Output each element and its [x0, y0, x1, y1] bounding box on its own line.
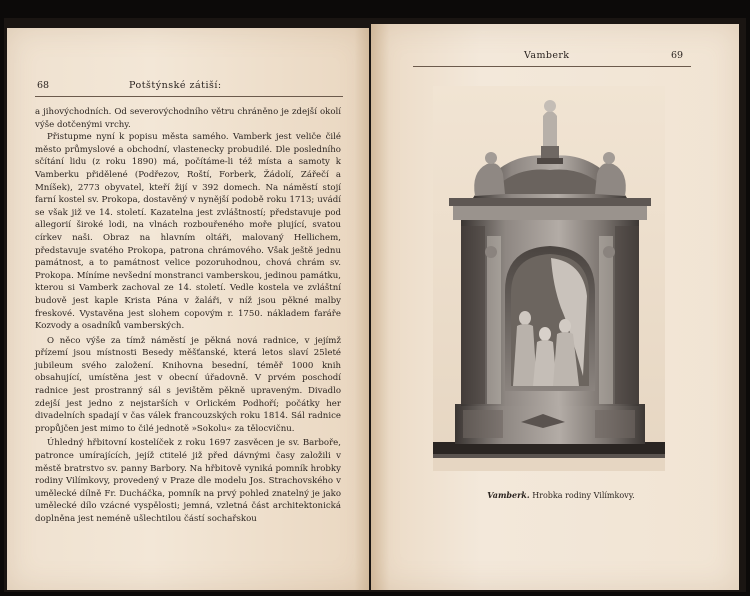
- open-book: [4, 18, 746, 592]
- paragraph-4: Úhledný hřbitovní kostelíček z roku 1697 zasvěcen je sv. Barboře, patronce umírajících, jejíž ctitelé již před dávnými časy založili v městě bratrstvo sv. panny Barbory. Na hřbitově vyniká pomník hrobky rodiny Vilímkovy, provedený v Praze dle modelu Jos. Strachovského v umělecké dílně Fr. Ducháčka, pomník na prvý pohled znatelný je jako umělecké dílo vzácné vyspělosti; jemná, vzletná část architektonická doplněna jest neméně ušlechtilou částí sochařskou: [35, 438, 341, 524]
- right-header-rule: [413, 66, 691, 67]
- caption-place: Vamberk.: [487, 490, 530, 500]
- right-page: [371, 24, 739, 590]
- left-body-text: [35, 106, 341, 526]
- tomb-monument-photo: [433, 86, 665, 471]
- right-running-head: Vamberk: [524, 50, 570, 61]
- photo-caption: [451, 490, 671, 500]
- left-page: [7, 28, 369, 590]
- right-page-number: 69: [671, 50, 684, 61]
- paragraph-3: O něco výše za tímž náměstí je pěkná nová radnice, v jejímž přízemí jsou místnosti Besedy měšťanské, která letos slaví 25leté jubileum svého založení. Knihovna besední, téměř 1000 knih obsahující, umístěna jest v obecní úřadovně. V prvém poschodí radnice jest prostranný sál s jevištěm pěkně upraveným. Divadlo zdejší jest jedno z nejstarších v Orlickém Podhoří; počátky her divadelních spadají v čas válek francouzských roku 1814. Sál radnice propůjčen jest mimo to čilé jednotě »Sokolu« za tělocvičnu.: [35, 335, 341, 434]
- left-page-number: 68: [37, 80, 50, 91]
- left-running-head: Potštýnské zátiší:: [129, 80, 222, 91]
- caption-text: Hrobka rodiny Vilímkovy.: [532, 491, 635, 500]
- paragraph-2: Přistupme nyní k popisu města samého. Vamberk jest veliče čilé město průmyslové a obchodní, vlastenecky probudilé. Dle posledního sčítání lidu (z roku 1890) má, počítáme-li též místa a samoty k Vamberku přidělené (Podřezov, Roští, Forberk, Žádolí, Zářečí a Mníšek), 2773 obyvatel, kteří žijí v 392 domech. Na náměstí stojí farní kostel sv. Prokopa, dostavěný v nynější podobě roku 1713; uvádí se však již ve 14. století. Kazatelna jest zvláštností; představuje pod allegorií široké lodi, na vlnách rozbouřeného moře plující, svatou církev naši. Obraz na hlavním oltáři, malovaný Hellichem, představuje svatého Prokopa, patrona chrámového. Však ještě jednu památnost, a to památnost velice pozoruhodnou, chová chrám sv. Prokopa. Míníme nevšední monstranci vamberskou, jedinou památku, kterou si Vamberk zachoval ze 14. století. Vedle kostela ve zvláštní budově jest kaple Krista Pána v žaláři, v níž jsou pěkné malby freskové. Vystavěna jest slohem copovým r. 1750. nákladem faráře Kozvody a osadníků vamberských.: [35, 132, 341, 332]
- paragraph-1: a jihovýchodních. Od severovýchodního větru chráněno je zdejší okolí výše dotčenými vrchy.: [35, 107, 341, 130]
- left-header-rule: [35, 96, 343, 97]
